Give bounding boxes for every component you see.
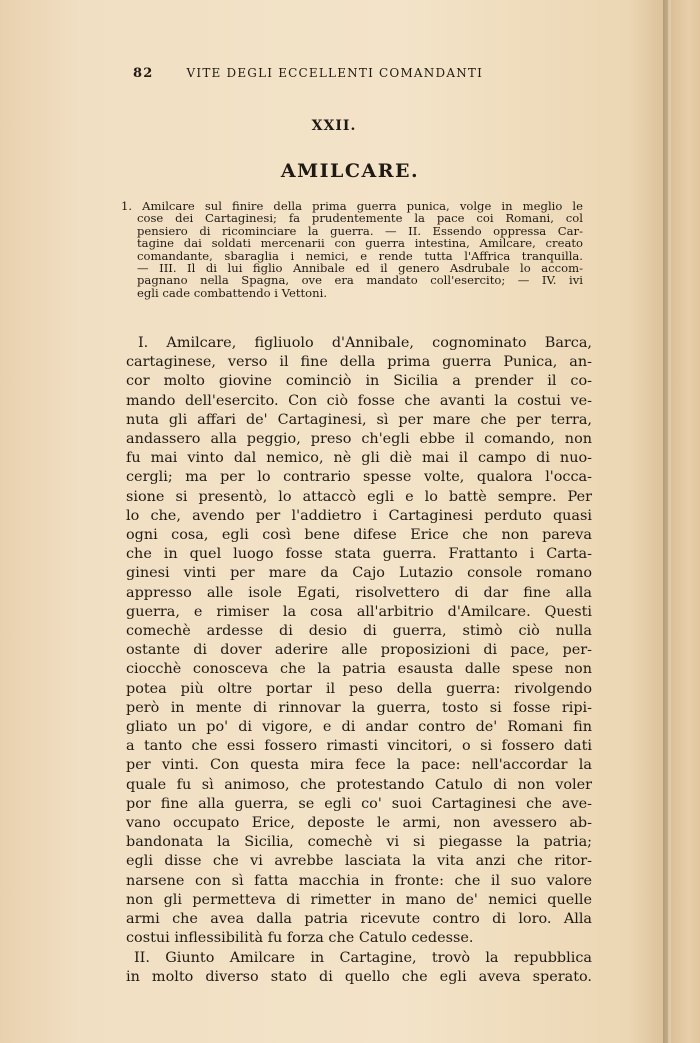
page-gutter-shadow [663, 0, 671, 1043]
body-line: potea più oltre portar il peso della guerra: rivolgendo [126, 680, 592, 697]
running-title: VITE DEGLI ECCELLENTI COMANDANTI [186, 66, 484, 80]
body-line: a tanto che essi fossero rimasti vincitori, o si fossero dati [126, 738, 592, 755]
body-line: in molto diverso stato di quello che egli aveva sperato. [126, 968, 592, 985]
body-line: armi che avea dalla patria ricevute contro di loro. Alla [126, 911, 592, 928]
running-header [133, 66, 633, 81]
body-line: gliato un po' di vigore, e di andar contro de' Romani fin [126, 719, 592, 736]
body-line: andassero alla peggio, preso ch'egli ebbe il comando, non [126, 431, 592, 448]
body-line: narsene con sì fatta macchia in fronte: che il suo valore [126, 872, 592, 889]
body-line: costui inflessibilità fu forza che Catulo cedesse. [126, 930, 474, 947]
body-line: guerra, e rimiser la cosa all'arbitrio d'Amilcare. Questi [126, 603, 592, 620]
section-number: XXII. [311, 118, 357, 134]
body-line: non gli permetteva di rimetter in mano de' nemici quelle [126, 891, 592, 908]
body-line: fu mai vinto dal nemico, nè gli diè mai il campo di nuo- [126, 450, 592, 467]
summary-line: — III. Il di lui figlio Annibale ed il genero Asdrubale lo accom- [137, 261, 583, 276]
summary-line: comandante, sbaraglia i nemici, e rende tutta l'Affrica tranquilla. [137, 248, 583, 263]
body-line: ogni cosa, egli così bene difese Erice che non pareva [126, 527, 592, 544]
body-line: comechè ardesse di desio di guerra, stimò ciò nulla [126, 623, 592, 640]
body-line: egli disse che vi avrebbe lasciata la vita anzi che ritor- [126, 853, 592, 870]
chapter-title: AMILCARE. [280, 160, 420, 182]
chapter-summary [121, 200, 583, 299]
body-line: ginesi vinti per mare da Cajo Lutazio console romano [126, 565, 592, 582]
summary-line: tagine dai soldati mercenarii con guerra intestina, Amilcare, creato [137, 236, 583, 251]
body-line: lo che, avendo per l'addietro i Cartaginesi perduto quasi [126, 507, 592, 524]
body-line: per vinti. Con questa mira fece la pace: nell'accordar la [126, 757, 592, 774]
body-line: II. Giunto Amilcare in Cartagine, trovò la repubblica [134, 949, 592, 966]
body-line: bandonata la Sicilia, comechè vi si piegasse la patria; [126, 834, 592, 851]
body-line: cor molto giovine cominciò in Sicilia a prender il co- [126, 373, 592, 390]
body-line: mando dell'esercito. Con ciò fosse che avanti la costui ve- [126, 392, 592, 409]
body-line: nuta gli affari de' Cartaginesi, sì per mare che per terra, [126, 411, 592, 428]
body-line: cartaginese, verso il fine della prima guerra Punica, an- [126, 354, 592, 371]
summary-line: 1. Amilcare sul finire della prima guerra punica, volge in meglio le [121, 199, 583, 213]
body-line: I. Amilcare, figliuolo d'Annibale, cognominato Barca, [138, 335, 592, 351]
body-line: ciocchè conosceva che la patria esausta dalle spese non [126, 661, 592, 678]
page-number: 82 [133, 66, 154, 81]
summary-line: pagnano nella Spagna, ove era mandato coll'esercito; — IV. ivi [137, 273, 583, 288]
summary-line: pensiero di ricominciare la guerra. — II. Essendo oppressa Car- [137, 223, 583, 238]
body-line: cergli; ma per lo contrario spesse volte, qualora l'occa- [126, 469, 592, 486]
body-line: ostante di dover aderire alle proposizioni di pace, per- [126, 642, 592, 659]
body-line: che in quel luogo fosse stata guerra. Frattanto i Carta- [126, 546, 592, 563]
summary-line: egli cade combattendo i Vettoni. [137, 285, 328, 300]
body-line: por fine alla guerra, se egli co' suoi Cartaginesi che ave- [126, 795, 592, 812]
next-page-edge [671, 0, 700, 1043]
body-line: sione si presentò, lo attaccò egli e lo battè sempre. Per [126, 488, 592, 505]
summary-line: cose dei Cartaginesi; fa prudentemente la pace coi Romani, col [137, 211, 583, 226]
body-line: appresso alle isole Egati, risolvettero di dar fine alla [126, 584, 592, 601]
body-line: vano occupato Erice, deposte le armi, non avessero ab- [126, 815, 592, 832]
body-line: quale fu sì animoso, che protestando Catulo di non voler [126, 776, 592, 793]
body-text [126, 334, 592, 987]
body-line: però in mente di rinnovar la guerra, tosto si fosse ripi- [126, 699, 592, 716]
